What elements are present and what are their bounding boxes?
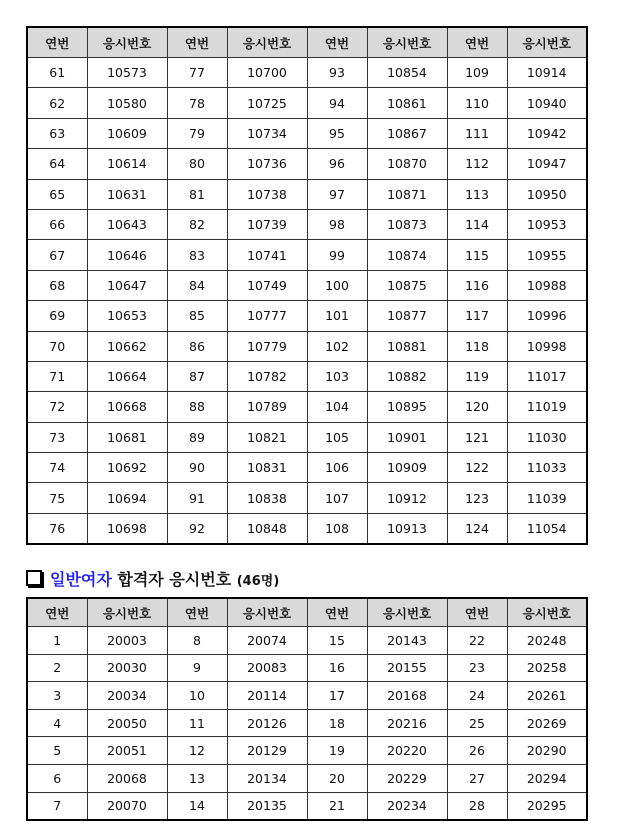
exam-number-cell: 10870 (367, 149, 447, 179)
serial-cell: 22 (447, 627, 507, 655)
serial-cell: 71 (27, 361, 87, 391)
exam-number-cell: 10877 (367, 301, 447, 331)
serial-cell: 27 (447, 764, 507, 792)
serial-cell: 15 (307, 627, 367, 655)
serial-cell: 24 (447, 682, 507, 710)
serial-cell: 118 (447, 331, 507, 361)
exam-number-cell: 10681 (87, 422, 167, 452)
table-row (27, 361, 587, 391)
exam-number-cell: 20129 (227, 737, 307, 765)
exam-number-cell: 10777 (227, 301, 307, 331)
serial-cell: 85 (167, 301, 227, 331)
exam-number-cell: 10738 (227, 179, 307, 209)
table-row (27, 88, 587, 118)
serial-cell: 81 (167, 179, 227, 209)
exam-number-cell: 10854 (367, 58, 447, 88)
serial-cell: 62 (27, 88, 87, 118)
column-header-serial: 연번 (167, 598, 227, 627)
serial-cell: 86 (167, 331, 227, 361)
serial-cell: 76 (27, 513, 87, 544)
exam-number-cell: 20216 (367, 709, 447, 737)
serial-cell: 115 (447, 240, 507, 270)
serial-cell: 108 (307, 513, 367, 544)
column-header-exam-number: 응시번호 (367, 598, 447, 627)
table-row (27, 627, 587, 655)
exam-number-cell: 20155 (367, 654, 447, 682)
exam-number-cell: 20068 (87, 764, 167, 792)
serial-cell: 12 (167, 737, 227, 765)
serial-cell: 69 (27, 301, 87, 331)
exam-number-cell: 10861 (367, 88, 447, 118)
table-row (27, 764, 587, 792)
serial-cell: 3 (27, 682, 87, 710)
exam-number-cell: 20050 (87, 709, 167, 737)
serial-cell: 16 (307, 654, 367, 682)
serial-cell: 74 (27, 453, 87, 483)
table-row (27, 682, 587, 710)
serial-cell: 72 (27, 392, 87, 422)
section-title (26, 567, 279, 590)
exam-number-cell: 20258 (507, 654, 587, 682)
serial-cell: 25 (447, 709, 507, 737)
exam-number-cell: 10749 (227, 270, 307, 300)
serial-cell: 111 (447, 118, 507, 148)
serial-cell: 2 (27, 654, 87, 682)
serial-cell: 105 (307, 422, 367, 452)
exam-number-cell: 10664 (87, 361, 167, 391)
column-header-exam-number: 응시번호 (507, 27, 587, 58)
exam-number-cell: 10848 (227, 513, 307, 544)
exam-number-cell: 20143 (367, 627, 447, 655)
column-header-serial: 연번 (307, 598, 367, 627)
serial-cell: 4 (27, 709, 87, 737)
serial-cell: 65 (27, 179, 87, 209)
serial-cell: 7 (27, 792, 87, 820)
exam-number-cell: 20294 (507, 764, 587, 792)
exam-number-cell: 10873 (367, 209, 447, 239)
exam-number-cell: 20261 (507, 682, 587, 710)
checkbox-icon (26, 570, 42, 586)
exam-number-cell: 10881 (367, 331, 447, 361)
table-row (27, 209, 587, 239)
table-row (27, 737, 587, 765)
exam-number-cell: 20134 (227, 764, 307, 792)
exam-number-cell: 20030 (87, 654, 167, 682)
table-row (27, 453, 587, 483)
serial-cell: 116 (447, 270, 507, 300)
exam-number-cell: 10875 (367, 270, 447, 300)
serial-cell: 84 (167, 270, 227, 300)
table-row (27, 654, 587, 682)
exam-number-cell: 10700 (227, 58, 307, 88)
exam-number-cell: 10779 (227, 331, 307, 361)
table-row (27, 179, 587, 209)
exam-number-cell: 10614 (87, 149, 167, 179)
exam-number-cell: 20003 (87, 627, 167, 655)
serial-cell: 18 (307, 709, 367, 737)
exam-number-cell: 10631 (87, 179, 167, 209)
serial-cell: 80 (167, 149, 227, 179)
serial-cell: 109 (447, 58, 507, 88)
table-row (27, 270, 587, 300)
column-header-serial: 연번 (27, 27, 87, 58)
serial-cell: 97 (307, 179, 367, 209)
serial-cell: 26 (447, 737, 507, 765)
header-row (27, 27, 587, 58)
serial-cell: 63 (27, 118, 87, 148)
exam-number-cell: 20295 (507, 792, 587, 820)
serial-cell: 64 (27, 149, 87, 179)
serial-cell: 93 (307, 58, 367, 88)
serial-cell: 91 (167, 483, 227, 513)
column-header-exam-number: 응시번호 (507, 598, 587, 627)
exam-number-cell: 10913 (367, 513, 447, 544)
serial-cell: 20 (307, 764, 367, 792)
exam-number-cell: 11017 (507, 361, 587, 391)
serial-cell: 14 (167, 792, 227, 820)
serial-cell: 112 (447, 149, 507, 179)
exam-number-cell: 20126 (227, 709, 307, 737)
serial-cell: 5 (27, 737, 87, 765)
serial-cell: 11 (167, 709, 227, 737)
column-header-exam-number: 응시번호 (87, 598, 167, 627)
exam-number-cell: 20070 (87, 792, 167, 820)
exam-number-cell: 10573 (87, 58, 167, 88)
serial-cell: 124 (447, 513, 507, 544)
exam-number-cell: 10998 (507, 331, 587, 361)
exam-number-cell: 10692 (87, 453, 167, 483)
exam-number-cell: 20034 (87, 682, 167, 710)
exam-number-cell: 20135 (227, 792, 307, 820)
exam-number-cell: 10725 (227, 88, 307, 118)
exam-number-cell: 10831 (227, 453, 307, 483)
serial-cell: 82 (167, 209, 227, 239)
exam-number-cell: 10988 (507, 270, 587, 300)
serial-cell: 103 (307, 361, 367, 391)
table-row (27, 392, 587, 422)
serial-cell: 92 (167, 513, 227, 544)
serial-cell: 104 (307, 392, 367, 422)
exam-number-cell: 10789 (227, 392, 307, 422)
exam-number-cell: 10871 (367, 179, 447, 209)
exam-number-cell: 20114 (227, 682, 307, 710)
table-row (27, 422, 587, 452)
exam-number-cell: 10940 (507, 88, 587, 118)
serial-cell: 23 (447, 654, 507, 682)
serial-cell: 106 (307, 453, 367, 483)
serial-cell: 9 (167, 654, 227, 682)
exam-number-cell: 10668 (87, 392, 167, 422)
table-row (27, 792, 587, 820)
serial-cell: 75 (27, 483, 87, 513)
exam-number-cell: 11030 (507, 422, 587, 452)
serial-cell: 66 (27, 209, 87, 239)
exam-number-cell: 20269 (507, 709, 587, 737)
column-header-exam-number: 응시번호 (367, 27, 447, 58)
column-header-exam-number: 응시번호 (227, 27, 307, 58)
exam-number-cell: 10643 (87, 209, 167, 239)
exam-number-cell: 10895 (367, 392, 447, 422)
exam-number-cell: 10741 (227, 240, 307, 270)
serial-cell: 117 (447, 301, 507, 331)
serial-cell: 88 (167, 392, 227, 422)
serial-cell: 114 (447, 209, 507, 239)
column-header-serial: 연번 (27, 598, 87, 627)
serial-cell: 13 (167, 764, 227, 792)
serial-cell: 77 (167, 58, 227, 88)
exam-number-cell: 20220 (367, 737, 447, 765)
serial-cell: 95 (307, 118, 367, 148)
table-row (27, 483, 587, 513)
serial-cell: 79 (167, 118, 227, 148)
serial-cell: 96 (307, 149, 367, 179)
column-header-serial: 연번 (167, 27, 227, 58)
serial-cell: 107 (307, 483, 367, 513)
applicant-table-1 (26, 26, 588, 545)
exam-number-cell: 10955 (507, 240, 587, 270)
serial-cell: 113 (447, 179, 507, 209)
serial-cell: 98 (307, 209, 367, 239)
serial-cell: 19 (307, 737, 367, 765)
serial-cell: 94 (307, 88, 367, 118)
exam-number-cell: 10942 (507, 118, 587, 148)
serial-cell: 73 (27, 422, 87, 452)
serial-cell: 90 (167, 453, 227, 483)
serial-cell: 8 (167, 627, 227, 655)
serial-cell: 119 (447, 361, 507, 391)
exam-number-cell: 10950 (507, 179, 587, 209)
serial-cell: 67 (27, 240, 87, 270)
serial-cell: 10 (167, 682, 227, 710)
applicant-table-2 (26, 597, 588, 821)
serial-cell: 121 (447, 422, 507, 452)
exam-number-cell: 10914 (507, 58, 587, 88)
column-header-serial: 연번 (307, 27, 367, 58)
table-row (27, 709, 587, 737)
exam-number-cell: 10694 (87, 483, 167, 513)
exam-number-cell: 11019 (507, 392, 587, 422)
exam-number-cell: 10662 (87, 331, 167, 361)
exam-number-cell: 11039 (507, 483, 587, 513)
serial-cell: 68 (27, 270, 87, 300)
table-row (27, 118, 587, 148)
exam-number-cell: 10653 (87, 301, 167, 331)
header-row (27, 598, 587, 627)
section-category: 일반여자 (50, 570, 112, 589)
exam-number-cell: 20083 (227, 654, 307, 682)
exam-number-cell: 20229 (367, 764, 447, 792)
table-row (27, 301, 587, 331)
exam-number-cell: 10698 (87, 513, 167, 544)
exam-number-cell: 10996 (507, 301, 587, 331)
section-title-text: 합격자 응시번호 (111, 570, 237, 589)
serial-cell: 1 (27, 627, 87, 655)
serial-cell: 17 (307, 682, 367, 710)
serial-cell: 61 (27, 58, 87, 88)
exam-number-cell: 10739 (227, 209, 307, 239)
exam-number-cell: 20051 (87, 737, 167, 765)
exam-number-cell: 10782 (227, 361, 307, 391)
table-row (27, 149, 587, 179)
exam-number-cell: 10953 (507, 209, 587, 239)
exam-number-cell: 20248 (507, 627, 587, 655)
table-row (27, 513, 587, 544)
table-row (27, 58, 587, 88)
serial-cell: 83 (167, 240, 227, 270)
serial-cell: 99 (307, 240, 367, 270)
serial-cell: 21 (307, 792, 367, 820)
exam-number-cell: 10821 (227, 422, 307, 452)
exam-number-cell: 10947 (507, 149, 587, 179)
exam-number-cell: 20074 (227, 627, 307, 655)
exam-number-cell: 10909 (367, 453, 447, 483)
section-count: (46명) (236, 574, 280, 589)
exam-number-cell: 10580 (87, 88, 167, 118)
exam-number-cell: 10874 (367, 240, 447, 270)
serial-cell: 6 (27, 764, 87, 792)
exam-number-cell: 20234 (367, 792, 447, 820)
serial-cell: 78 (167, 88, 227, 118)
serial-cell: 87 (167, 361, 227, 391)
exam-number-cell: 10734 (227, 118, 307, 148)
column-header-exam-number: 응시번호 (227, 598, 307, 627)
serial-cell: 100 (307, 270, 367, 300)
serial-cell: 123 (447, 483, 507, 513)
serial-cell: 110 (447, 88, 507, 118)
serial-cell: 89 (167, 422, 227, 452)
exam-number-cell: 20168 (367, 682, 447, 710)
exam-number-cell: 10901 (367, 422, 447, 452)
exam-number-cell: 20290 (507, 737, 587, 765)
exam-number-cell: 10838 (227, 483, 307, 513)
exam-number-cell: 10882 (367, 361, 447, 391)
serial-cell: 102 (307, 331, 367, 361)
serial-cell: 120 (447, 392, 507, 422)
exam-number-cell: 10736 (227, 149, 307, 179)
exam-number-cell: 10609 (87, 118, 167, 148)
serial-cell: 28 (447, 792, 507, 820)
exam-number-cell: 11054 (507, 513, 587, 544)
exam-number-cell: 10646 (87, 240, 167, 270)
serial-cell: 122 (447, 453, 507, 483)
column-header-serial: 연번 (447, 27, 507, 58)
exam-number-cell: 11033 (507, 453, 587, 483)
column-header-exam-number: 응시번호 (87, 27, 167, 58)
serial-cell: 101 (307, 301, 367, 331)
exam-number-cell: 10647 (87, 270, 167, 300)
exam-number-cell: 10912 (367, 483, 447, 513)
table-row (27, 240, 587, 270)
exam-number-cell: 10867 (367, 118, 447, 148)
column-header-serial: 연번 (447, 598, 507, 627)
table-row (27, 331, 587, 361)
serial-cell: 70 (27, 331, 87, 361)
